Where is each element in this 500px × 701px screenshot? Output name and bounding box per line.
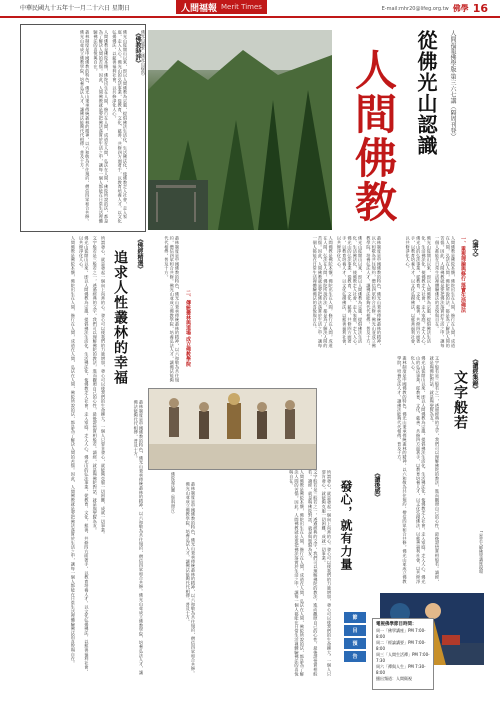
paragraph: 人間佛教是佛陀本懷，佛陀出生在人間，修行在人間，成道在人間，弘法在人間，佛陀所說的法，都是為了解決人間的苦惱。因此，人間佛教就是要把佛法落實於生活之中，讓每一個人都能在日常生活裡體驗佛法的喜悅與自在。 (435, 236, 456, 348)
portrait-caption: ↑星雲大師佛學講座現場 (479, 530, 484, 574)
page-header (0, 0, 500, 18)
lecture-body-lower (150, 236, 180, 384)
notice-char-4: 告 (344, 651, 366, 662)
paragraph: 叢林制度是中國佛教的特色，佛光山秉承傳統叢林的精神，以六和敬為共住規約，僧信四眾和合共修。佛光山並成立佛教學院，培養弘法人才，讓佛法能夠代代相傳，普及十方。 (397, 356, 408, 584)
reflection-title: 發心，就有力量 (339, 480, 353, 571)
paragraph: 叢林制度是中國佛教的特色，佛光山秉承傳統叢林的精神，以六和敬為共住規約，僧信四眾和合共修。佛光山並成立佛教學院，培養弘法人才，讓佛法能夠代代相傳，普及十方。 (79, 30, 91, 224)
tv-schedule-row: 周二「經論講要」PM 7:00-8:00 (376, 640, 426, 651)
contact-email[interactable]: E-mail:mhr20@lifeg.org.tw (381, 5, 449, 12)
lecture-body-middle (196, 236, 382, 351)
sutra-column-body-2 (110, 400, 144, 676)
reading-column-title: 文字般若 (452, 370, 468, 430)
reading-column-tag: 《讀經集錦》 (471, 356, 478, 392)
paragraph: 人間佛教是佛陀本懷，佛陀出生在人間，修行在人間，成道在人間，弘法在人間，佛陀所說的法，都是為了解決人間的苦惱。因此，人間佛教就是要把佛法落實於生活之中，讓每一個人都能在日常生活裡體驗佛法的喜悅與自在。 (312, 236, 334, 348)
notice-char-3: 預 (344, 638, 366, 649)
commentary-tag: 《佛教時評》 (134, 30, 141, 66)
notice-char-1: 節 (344, 612, 366, 623)
reflection-body-2 (148, 482, 196, 678)
notice-char-2: 目 (344, 625, 366, 636)
tv-schedule-box (372, 618, 434, 690)
mountain-forest-photo (148, 30, 332, 230)
paragraph: 人間佛教是佛陀本懷，佛陀出生在人間，修行在人間，成道在人間，弘法在人間，佛陀所說的法，都是為了解決人間的苦惱。因此，人間佛教就是要把佛法落實於生活之中，讓每一個人都能在日常生活裡體驗佛法的喜悅與自在。 (93, 30, 110, 224)
paragraph: 人間佛教是佛陀本懷，佛陀出生在人間，修行在人間，成道在人間，弘法在人間，佛陀所說的法，都是為了解決人間的苦惱。因此，人間佛教就是要把佛法落實於生活之中，讓每一個人都能在日常生活裡體驗佛法的喜悅與自在。 (70, 236, 76, 665)
paragraph: 佛光山從開山以來，即以人間佛教為宗風，提倡佛法生活化、生活佛法化，使佛教走入社會，走入家庭，走入人心。佛光山的弘法事業，從教育、文化、慈善、共修四方面著手，以教育培養人才，以文化弘揚佛法，以慈善福利社會，以共修淨化人心。 (79, 236, 90, 674)
section-name: 佛學 (452, 4, 469, 13)
paragraph: 叢林制度是中國佛教的特色，佛光山秉承傳統叢林的精神，以六和敬為共住規約，僧信四眾和合共修。佛光山並成立佛教學院，培養弘法人才，讓佛法能夠代代相傳，普及十方。 (164, 236, 180, 382)
issue-date: 中華民國九十五年十一月二十六日 星期日 (20, 5, 130, 12)
subheading-1: 一、重視理論與修行 落實生活佛法 (460, 236, 466, 313)
page-number: 16 (472, 2, 488, 15)
paragraph: 佛光山從開山以來，即以人間佛教為宗風，提倡佛法生活化、生活佛法化，使佛教走入社會，走入家庭，走入人心。佛光山的弘法事業，從教育、文化、慈善、共修四方面著手，以教育培養人才，以文化弘揚佛法，以慈善福利社會，以共修淨化人心。 (410, 356, 427, 584)
painting-caption: 佛陀說法圖（資料照片） (171, 472, 176, 516)
tv-schedule-row: 周一「佛學講座」PM 7:00-8:00 (376, 628, 426, 639)
paragraph: 人間佛教是佛陀本懷，佛陀出生在人間，修行在人間，成道在人間，弘法在人間，佛陀所說的法，都是為了解決人間的苦惱。因此，人間佛教就是要把佛法落實於生活之中，讓每一個人都能在日常生活裡體驗佛法的喜悅與自在。 (289, 470, 305, 676)
newspaper-logo (176, 0, 267, 14)
tv-schedule-row: 播出頻道：人間衛視 (376, 676, 412, 681)
paragraph: 文字般若是三般若之一，透過經典的文字，我們可以理解佛陀的教法，進而觀照自己的心性，最後證悟實相般若。讀經，就是與佛陀對話，就是與聖賢為友。 (92, 236, 98, 533)
reflection-tag: 《讀後感》 (373, 470, 380, 500)
commentary-body (24, 30, 128, 226)
series-label: 人間福報佛學版‧第三六七講（隔周刊登） (449, 30, 456, 140)
paragraph: 叢林制度是中國佛教的特色，佛光山秉承傳統叢林的精神，以六和敬為共住規約，僧信四眾和合共修。佛光山並成立佛教學院，培養弘法人才，讓佛法能夠代代相傳，普及十方。 (133, 400, 144, 675)
headline-main: 人間佛教 (349, 48, 398, 224)
sutra-column-body (20, 236, 106, 676)
tv-schedule-row: 周三「人間生活禪」PM 7:00-7:30 (376, 652, 430, 663)
sutra-column-title: 追求人性叢林的幸福 (112, 250, 128, 385)
paragraph: 叢林制度是中國佛教的特色，佛光山秉承傳統叢林的精神，以六和敬為共住規約，僧信四眾和合共修。佛光山並成立佛教學院，培養弘法人才，讓佛法能夠代代相傳，普及十方。 (366, 236, 382, 348)
paragraph: 文字般若是三般若之一，透過經典的文字，我們可以理解佛陀的教法，進而觀照自己的心性，最後證悟實相般若。讀經，就是與佛陀對話，就是與聖賢為友。 (308, 470, 319, 676)
paragraph: 佛光山從開山以來，即以人間佛教為宗風，提倡佛法生活化、生活佛法化，使佛教走入社會，走入家庭，走入人心。佛光山的弘法事業，從教育、文化、慈善、共修四方面著手，以教育培養人才，以文化弘揚佛法，以慈善福利社會，以共修淨化人心。 (112, 30, 128, 224)
paragraph: 所謂發心，就是發起一個向上向善的心。發心可以使我們的力量增加，發心可以使我們的生命擴大。一個人只要肯發心，就能夠克服一切困難，成就一切事業。 (321, 470, 332, 676)
subheading-2: 二、傳統叢林與道場 成立佛教學院 (185, 290, 191, 367)
program-notice-label (344, 612, 366, 664)
paragraph: 佛光山從開山以來，即以人間佛教為宗風，提倡佛法生活化、生活佛法化，使佛教走入社會，走入家庭，走入人心。佛光山的弘法事業，從教育、文化、慈善、共修四方面著手，以教育培養人才，以文化弘揚佛法，以慈善福利社會，以共修淨化人心。 (336, 236, 364, 348)
lecture-tag: 《講文》 (471, 236, 478, 260)
paragraph: 佛光山從開山以來，即以人間佛教為宗風，提倡佛法生活化、生活佛法化，使佛教走入社會，走入家庭，走入人心。佛光山的弘法事業，從教育、文化、慈善、共修四方面著手，以教育培養人才，以文化弘揚佛法，以慈善福利社會，以共修淨化人心。 (405, 236, 432, 348)
photo-caption: 佛光山風景（佛光山提供） (141, 30, 146, 78)
tv-schedule-row: 周六「禪與人生」PM 7:30-8:00 (376, 664, 426, 675)
title-area (332, 24, 472, 230)
lecture-body-right (388, 236, 456, 351)
buddha-preaching-painting (148, 388, 317, 470)
logo-english: Merit Times (221, 3, 262, 11)
headline-primary: 從佛光山認識 (414, 30, 438, 156)
paragraph: 叢林制度是中國佛教的特色，佛光山秉承傳統叢林的精神，以六和敬為共住規約，僧信四眾和合共修。佛光山並成立佛教學院，培養弘法人才，讓佛法能夠代代相傳，普及十方。 (185, 482, 196, 676)
reflection-body (200, 470, 332, 680)
tv-schedule-title: 電視佛學節目時間： (376, 622, 417, 627)
header-right (382, 2, 488, 15)
logo-chinese: 人間福報 (181, 3, 218, 14)
paragraph: 所謂發心，就是發起一個向上向善的心。發心可以使我們的力量增加，發心可以使我們的生命擴大。一個人只要肯發心，就能夠克服一切困難，成就一切事業。 (101, 236, 106, 537)
paragraph: 文字般若是三般若之一，透過經典的文字，我們可以理解佛陀的教法，進而觀照自己的心性，最後證悟實相般若。讀經，就是與佛陀對話，就是與聖賢為友。 (429, 356, 440, 584)
sutra-column-tag: 《佛經精選》 (136, 236, 143, 272)
